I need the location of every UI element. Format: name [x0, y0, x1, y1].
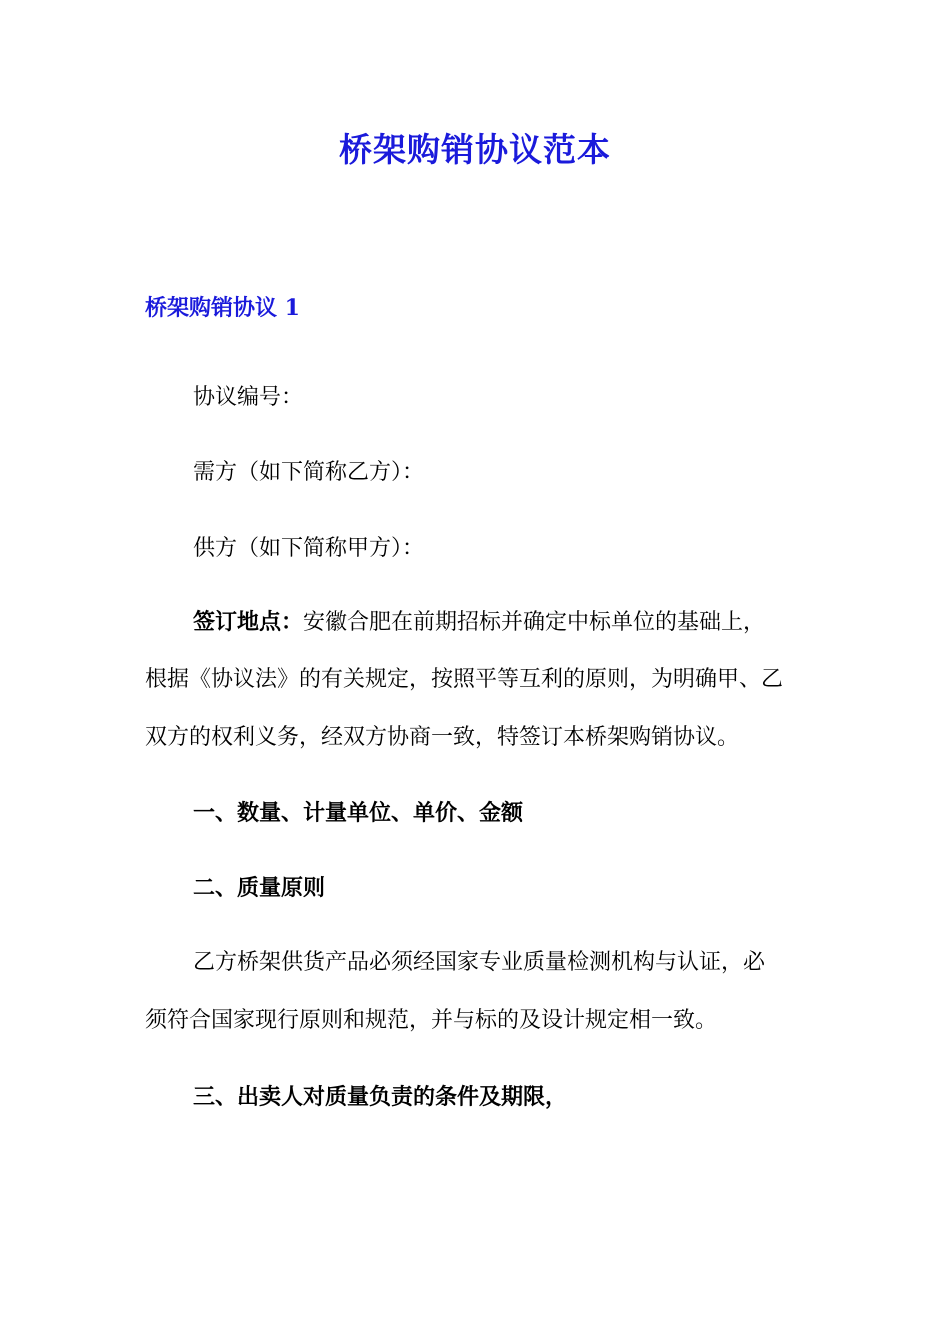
section-title: 桥架购销协议 1 [145, 295, 300, 321]
quality-paragraph-line1: 乙方桥架供货产品必须经国家专业质量检测机构与认证，必 [193, 950, 766, 975]
quality-paragraph-line2: 须符合国家现行原则和规范，并与标的及设计规定相一致。 [145, 1008, 718, 1033]
supplier-line: 供方（如下简称甲方）： [193, 536, 425, 561]
heading-seller-quality-terms: 三、出卖人对质量负责的条件及期限， [193, 1084, 568, 1110]
buyer-line: 需方（如下简称乙方）： [193, 460, 425, 485]
document-title: 桥架购销协议范本 [339, 130, 611, 169]
agreement-number-line: 协议编号： [193, 385, 304, 410]
signing-place-paragraph-line2: 根据《协议法》的有关规定，按照平等互利的原则，为明确甲、乙 [145, 667, 784, 692]
heading-quality-principle: 二、质量原则 [193, 875, 326, 901]
signing-place-label: 签订地点： [193, 609, 304, 635]
signing-place-paragraph-line1 [193, 606, 765, 639]
heading-quantity-price: 一、数量、计量单位、单价、金额 [193, 800, 524, 826]
signing-place-paragraph-line3: 双方的权利义务，经双方协商一致，特签订本桥架购销协议。 [145, 725, 740, 750]
signing-place-text: 安徽合肥在前期招标并确定中标单位的基础上， [303, 610, 766, 635]
